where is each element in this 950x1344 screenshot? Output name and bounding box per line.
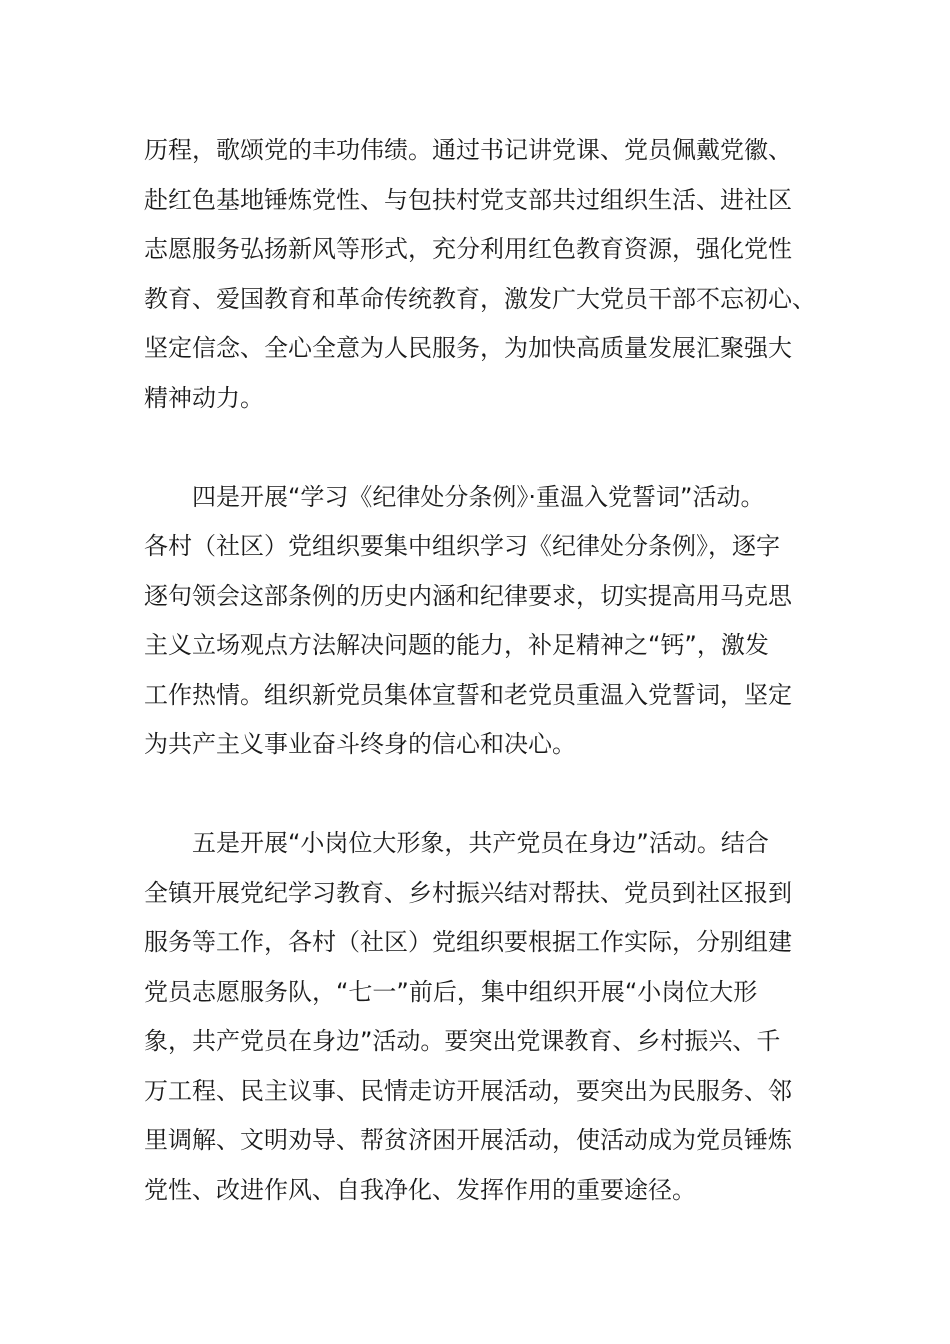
text-line: 坚定信念、全心全意为人民服务，为加快高质量发展汇聚强大 <box>144 334 792 362</box>
paragraph-item-five <box>144 819 824 1215</box>
text-line: 主义立场观点方法解决问题的能力，补足精神之“钙”，激发 <box>144 631 769 659</box>
text-line: 教育、爱国教育和革命传统教育，激发广大党员干部不忘初心、 <box>144 284 816 313</box>
text-line-first: 四是开展“学习《纪律处分条例》·重温入党誓词”活动。 <box>192 482 765 511</box>
text-line: 工作热情。组织新党员集体宣誓和老党员重温入党誓词，坚定 <box>144 680 792 709</box>
text-line: 各村（社区）党组织要集中组织学习《纪律处分条例》，逐字 <box>144 532 780 560</box>
text-line: 服务等工作，各村（社区）党组织要根据工作实际，分别组建 <box>144 928 792 956</box>
text-line: 志愿服务弘扬新风等形式，充分利用红色教育资源，强化党性 <box>144 235 792 263</box>
text-line: 逐句领会这部条例的历史内涵和纪律要求，切实提高用马克思 <box>144 581 792 610</box>
text-line: 为共产主义事业奋斗终身的信心和决心。 <box>144 730 576 758</box>
document-body <box>144 126 824 1215</box>
text-line: 里调解、文明劝导、帮贫济困开展活动，使活动成为党员锤炼 <box>144 1126 792 1154</box>
text-line: 全镇开展党纪学习教育、乡村振兴结对帮扶、党员到社区报到 <box>144 878 792 907</box>
text-line: 赴红色基地锤炼党性、与包扶村党支部共过组织生活、进社区 <box>144 185 792 214</box>
text-line: 党性、改进作风、自我净化、发挥作用的重要途径。 <box>144 1175 696 1204</box>
text-line: 党员志愿服务队，“七一”前后，集中组织开展“小岗位大形 <box>144 977 758 1006</box>
text-line: 精神动力。 <box>144 383 264 412</box>
text-line: 象，共产党员在身边”活动。要突出党课教育、乡村振兴、千 <box>144 1027 781 1055</box>
text-line: 万工程、民主议事、民情走访开展活动，要突出为民服务、邻 <box>144 1076 792 1105</box>
paragraph-gap <box>144 423 824 473</box>
paragraph-continuation <box>144 126 824 423</box>
text-line-first: 五是开展“小岗位大形象，共产党员在身边”活动。结合 <box>192 829 769 857</box>
text-line: 历程，歌颂党的丰功伟绩。通过书记讲党课、党员佩戴党徽、 <box>144 136 792 164</box>
paragraph-item-four <box>144 473 824 770</box>
paragraph-gap <box>144 770 824 820</box>
